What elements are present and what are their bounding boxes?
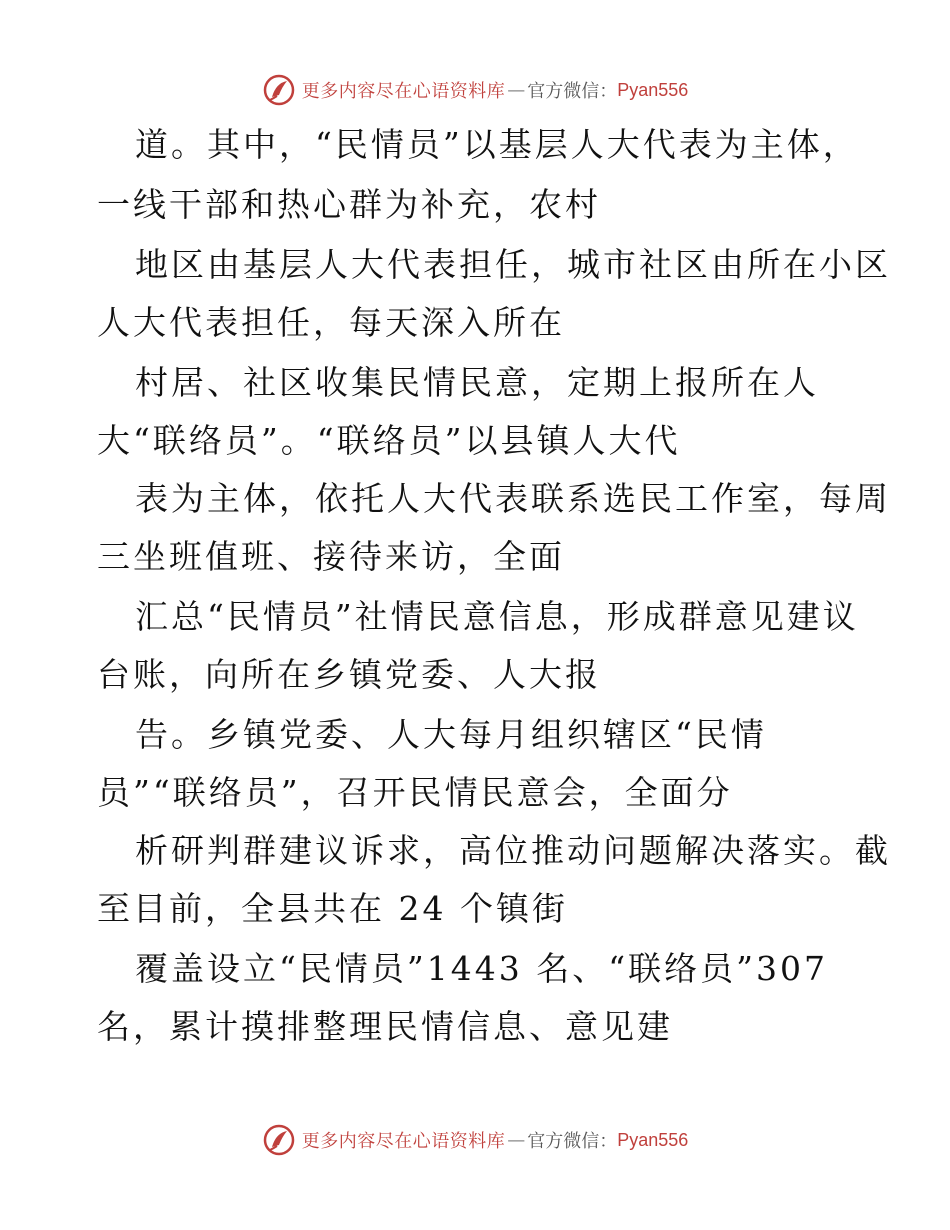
body-line: 表为主体，依托人大代表联系选民工作室，每周 xyxy=(135,479,891,518)
body-line: 覆盖设立“民情员”1443 名、“联络员”307 xyxy=(135,949,828,988)
body-line: 三坐班值班、接待来访，全面 xyxy=(97,537,565,576)
body-line: 告。乡镇党委、人大每月组织辖区“民情 xyxy=(135,715,767,754)
body-line: 名，累计摸排整理民情信息、意见建 xyxy=(97,1007,673,1046)
body-line: 台账，向所在乡镇党委、人大报 xyxy=(97,655,601,694)
ink-pen-logo-icon xyxy=(262,73,296,107)
body-line: 至目前，全县共在 24 个镇街 xyxy=(97,889,568,928)
body-line: 村居、社区收集民情民意，定期上报所在人 xyxy=(135,363,819,402)
watermark-wechat-label: 官方微信： xyxy=(527,1131,618,1152)
watermark-wechat-id: Pyan556 xyxy=(617,79,689,100)
body-line: 析研判群建议诉求，高位推动问题解决落实。截 xyxy=(135,831,891,870)
body-line: 一线干部和热心群为补充，农村 xyxy=(97,185,601,224)
body-line: 员”“联络员”，召开民情民意会，全面分 xyxy=(97,773,733,812)
body-line: 大“联络员”。“联络员”以县镇人大代 xyxy=(97,421,681,460)
body-line: 地区由基层人大代表担任，城市社区由所在小区 xyxy=(135,245,891,284)
watermark-text: 更多内容尽在心语资料库 xyxy=(301,1131,506,1152)
watermark-text: 更多内容尽在心语资料库 xyxy=(301,81,506,102)
watermark-wechat-label: 官方微信： xyxy=(527,81,618,102)
header-watermark xyxy=(0,70,950,110)
watermark-wechat-id: Pyan556 xyxy=(617,1129,689,1150)
watermark-dash: — xyxy=(507,1129,526,1151)
body-line: 道。其中，“民情员”以基层人大代表为主体， xyxy=(135,125,859,164)
body-line: 汇总“民情员”社情民意信息，形成群意见建议 xyxy=(135,597,859,636)
watermark-dash: — xyxy=(507,79,526,101)
body-line: 人大代表担任，每天深入所在 xyxy=(97,303,565,342)
footer-watermark xyxy=(0,1120,950,1160)
ink-pen-logo-icon xyxy=(262,1123,296,1157)
